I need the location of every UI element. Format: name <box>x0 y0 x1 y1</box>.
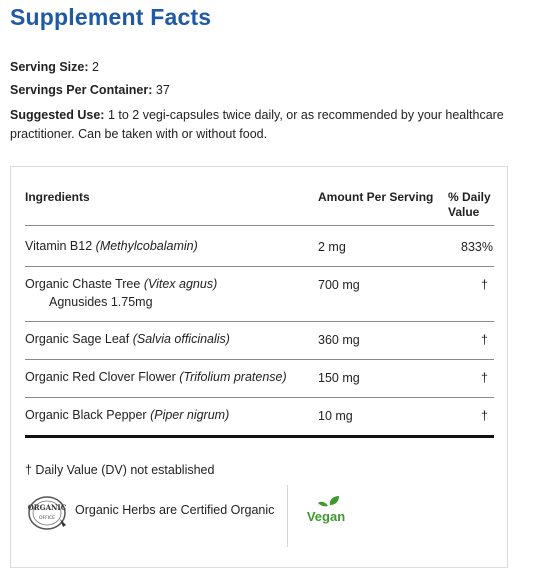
ingredient-name: Vitamin B12 (Methylcobalamin) <box>25 239 198 253</box>
ingredient-amount: 700 mg <box>318 278 360 292</box>
divider <box>25 266 494 267</box>
ingredient-latin: (Piper nigrum) <box>150 408 230 422</box>
servings-per-container-value: 37 <box>155 83 170 97</box>
ingredient-latin: (Methylcobalamin) <box>95 239 198 253</box>
ingredient-dv: † <box>481 409 488 423</box>
ingredient-name: Organic Red Clover Flower (Trifolium pratense) <box>25 370 287 384</box>
organic-seal-sub: OFFICE <box>38 516 56 521</box>
header-amount: Amount Per Serving <box>318 190 434 204</box>
ingredient-dv: 833% <box>461 240 493 254</box>
header-daily-value <box>448 190 491 220</box>
organic-note: Organic Herbs are Certified Organic <box>75 503 275 517</box>
servings-per-container <box>10 83 170 97</box>
ingredient-dv: † <box>481 371 488 385</box>
ingredient-amount: 150 mg <box>318 371 360 385</box>
vegan-label: Vegan <box>306 509 346 524</box>
header-ingredients: Ingredients <box>25 190 90 204</box>
ingredient-sub: Agnusides 1.75mg <box>49 295 153 309</box>
ingredient-latin: (Salvia officinalis) <box>132 332 230 346</box>
page-title: Supplement Facts <box>10 4 212 30</box>
table-bottom-rule <box>25 435 494 438</box>
serving-size-label: Serving Size: <box>10 60 89 74</box>
suggested-use-label: Suggested Use: <box>10 108 105 122</box>
divider <box>25 397 494 398</box>
serving-size <box>10 60 99 74</box>
ingredient-latin: (Vitex agnus) <box>143 277 218 291</box>
servings-per-container-label: Servings Per Container: <box>10 83 153 97</box>
divider <box>25 225 494 226</box>
organic-seal-icon <box>27 495 69 531</box>
ingredient-amount: 10 mg <box>318 409 353 423</box>
footnote: † Daily Value (DV) not established <box>25 463 215 477</box>
ingredient-name: Organic Sage Leaf (Salvia officinalis) <box>25 332 230 346</box>
divider <box>25 321 494 322</box>
badge-divider <box>287 485 288 547</box>
ingredient-name: Organic Chaste Tree (Vitex agnus) <box>25 277 218 291</box>
vegan-badge <box>305 495 349 530</box>
header-dv-line1: % Daily <box>448 190 491 204</box>
ingredient-amount: 2 mg <box>318 240 346 254</box>
header-dv-line2: Value <box>448 205 480 219</box>
suggested-use-text: 1 to 2 vegi-capsules twice daily, or as recommended by your healthcare practitioner. Can be taken with or without food. <box>10 108 504 141</box>
suggested-use <box>10 106 520 144</box>
ingredient-name: Organic Black Pepper (Piper nigrum) <box>25 408 230 422</box>
ingredient-latin: (Trifolium pratense) <box>179 370 287 384</box>
supplement-facts-panel <box>10 166 508 568</box>
ingredient-amount: 360 mg <box>318 333 360 347</box>
serving-size-value: 2 <box>91 60 99 74</box>
vegan-leaf-icon <box>305 495 349 525</box>
ingredient-dv: † <box>481 278 488 292</box>
divider <box>25 359 494 360</box>
ingredient-dv: † <box>481 333 488 347</box>
organic-seal-text: ORGANIC <box>27 503 67 512</box>
